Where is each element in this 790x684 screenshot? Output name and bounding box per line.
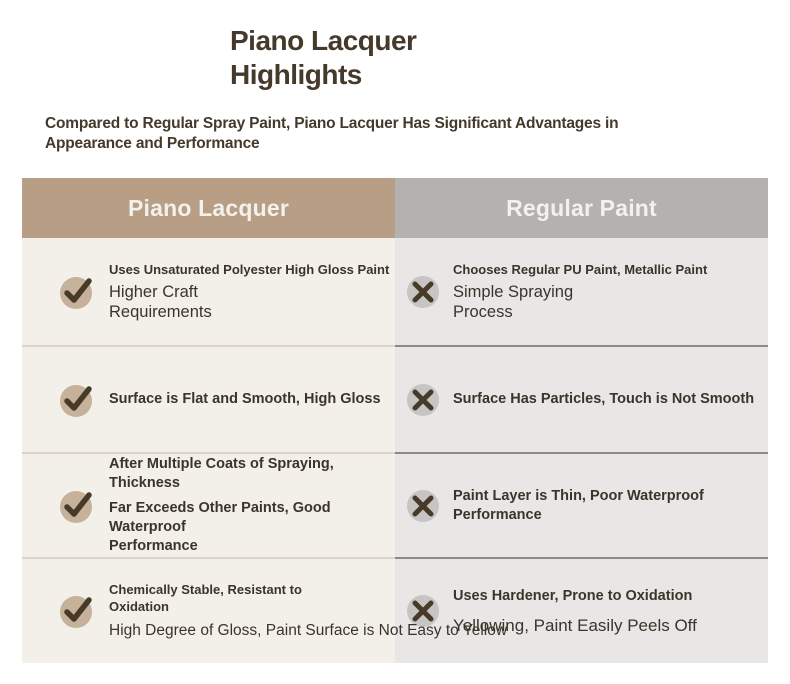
cell-line: Chooses Regular PU Paint, Metallic Paint [453,261,708,277]
cell-line: Simple Spraying [453,282,574,301]
cell-text [453,261,707,323]
column-header-piano-lacquer: Piano Lacquer [22,178,395,238]
regular-paint-cell [395,345,768,452]
cell-line: Surface Has Particles, Touch is Not Smooth [453,391,755,407]
cell-text [109,261,389,323]
cell-text [453,390,754,409]
cell-line: Performance [109,538,198,554]
cell-line: Higher Craft [109,282,198,301]
check-icon [59,593,95,629]
cell-line: Process [453,303,513,321]
cell-line: Requirements [109,303,212,321]
check-icon [59,382,95,418]
cross-icon [405,382,441,418]
cell-line: Paint Layer is Thin, Poor Waterproof [453,487,704,504]
cell-line: Yellowing, Paint Easily Peels Off [453,615,697,635]
comparison-table [22,178,768,663]
table-row [22,452,768,557]
cell-text [453,587,697,636]
cell-line: Uses Hardener, Prone to Oxidation [453,587,693,604]
table-header [22,178,768,238]
table-row [22,557,768,663]
cell-text [109,581,507,642]
page-subtitle: Compared to Regular Spray Paint, Piano Lacquer Has Significant Advantages in Appearance and Performance [45,115,619,152]
cell-line: Uses Unsaturated Polyester High Gloss Paint [109,261,390,277]
cell-line: Oxidation [109,598,169,614]
check-icon [59,488,95,524]
cell-line: After Multiple Coats of Spraying, Thickness [109,456,334,491]
table-row [22,238,768,345]
column-header-regular-paint: Regular Paint [395,178,768,238]
check-icon [59,274,95,310]
cell-line: Chemically Stable, Resistant to [109,581,302,597]
cell-text [109,455,395,556]
piano-lacquer-cell [22,238,395,345]
cell-line: Performance [453,506,542,523]
page-title [230,24,416,92]
page-title-line2: Highlights [230,59,362,90]
table-row [22,345,768,452]
cell-line: Surface is Flat and Smooth, High Gloss [109,391,381,407]
cell-text [109,390,381,409]
cell-line: Far Exceeds Other Paints, Good Waterproof [109,500,331,535]
cross-icon [405,274,441,310]
cell-text [453,487,704,525]
page-title-line1: Piano Lacquer [230,25,417,56]
piano-lacquer-cell [22,557,508,663]
piano-lacquer-cell [22,345,395,452]
piano-lacquer-cell [22,452,395,557]
cross-icon [405,488,441,524]
regular-paint-cell [395,452,768,557]
regular-paint-cell [395,238,768,345]
cell-line: High Degree of Gloss, Paint Surface is Not Easy to Yellow [109,621,508,639]
